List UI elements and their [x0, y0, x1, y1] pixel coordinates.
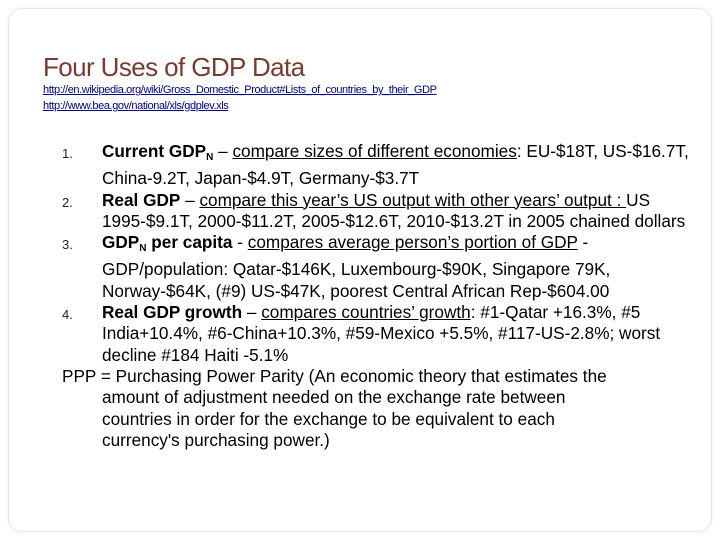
item-dash: – [180, 189, 200, 210]
ppp-line: amount of adjustment needed on the exchange rate between [102, 387, 566, 408]
item-dash: - [232, 232, 248, 253]
list-item [62, 141, 707, 190]
item-purpose: compare sizes of different economies [232, 141, 517, 161]
ppp-note [62, 366, 707, 451]
item-heading-tail: per capita [146, 232, 233, 253]
item-purpose: compares average person’s portion of GDP [247, 232, 578, 253]
list-number: 4. [62, 307, 73, 323]
slide-title: Four Uses of GDP Data [43, 52, 305, 82]
list-item [62, 302, 707, 366]
wikipedia-gdp-link[interactable]: http://en.wikipedia.org/wiki/Gross_Domestic_Product#Lists_of_countries_by_their_GDP [43, 84, 437, 96]
list-number: 3. [62, 237, 73, 253]
item-purpose: compare this year’s US output with other years’ output : [199, 189, 627, 210]
ppp-line: countries in order for the exchange to be equivalent to each [102, 408, 555, 429]
list-number: 1. [62, 146, 73, 161]
list-item [62, 190, 707, 233]
item-details: : EU-$18T, US-$16.7T, China-9.2T, Japan-$4.9T, Germany-$3.7T [102, 141, 689, 189]
gdp-uses-list [62, 141, 707, 451]
item-heading: GDP [102, 232, 140, 253]
item-heading-subscript: N [139, 243, 147, 255]
bea-gdp-link[interactable]: http://www.bea.gov/national/xls/gdplev.xls [43, 100, 229, 112]
item-details: : #1-Qatar +16.3%, #5 India+10.4%, #6-China+10.3%, #59-Mexico +5.5%, #117-US-2.8%; worst decline #184 Haiti -5.1% [102, 302, 661, 365]
item-heading-subscript: N [206, 152, 214, 163]
ppp-line: currency's purchasing power.) [102, 429, 330, 450]
item-heading: Real GDP growth [102, 302, 243, 323]
ppp-line: PPP = Purchasing Power Parity (An economic theory that estimates the [62, 365, 607, 386]
item-heading: Real GDP [102, 189, 181, 210]
item-details: - GDP/population: Qatar-$146K, Luxembourg-$90K, Singapore 79K, Norway-$64K, (#9) US-$47K, poorest Central African Rep-$604.00 [102, 232, 611, 301]
item-details: US 1995-$9.1T, 2000-$11.2T, 2005-$12.6T, 2010-$13.2T in 2005 chained dollars [102, 189, 686, 231]
item-dash: – [242, 302, 262, 323]
item-heading: Current GDP [102, 141, 207, 161]
list-number: 2. [62, 194, 73, 210]
item-purpose: compares countries’ growth [261, 302, 471, 323]
item-dash: – [213, 141, 233, 161]
list-item [62, 232, 707, 302]
